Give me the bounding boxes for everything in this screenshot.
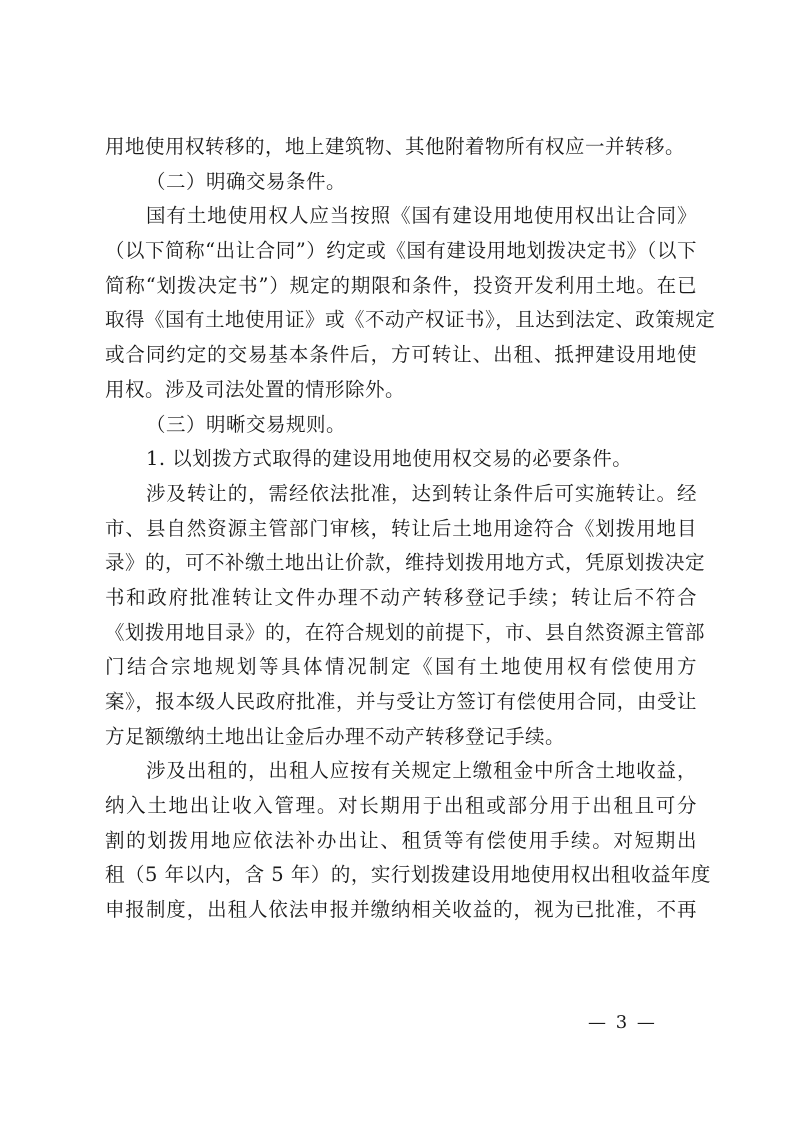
text-line: 用权。涉及司法处置的情形除外。 xyxy=(105,377,406,401)
text-line: 用地使用权转移的，地上建筑物、其他附着物所有权应一并转移。 xyxy=(105,135,686,158)
document-body xyxy=(105,130,716,928)
text-line: 简称“划拨决定书”）规定的期限和条件，投资开发利用土地。在已 xyxy=(105,273,697,297)
text-line: 涉及出租的，出租人应按有关规定上缴租金中所含土地收益， xyxy=(146,759,697,783)
page-number: — 3 — xyxy=(588,1012,657,1033)
text-line: （以下简称“出让合同”）约定或《国有建设用地划拨决定书》（以下 xyxy=(105,239,697,263)
text-line: 国有土地使用权人应当按照《国有建设用地使用权出让合同》 xyxy=(146,204,697,228)
text-line: 书和政府批准转让文件办理不动产转移登记手续；转让后不符合 xyxy=(105,585,697,609)
text-line: 租（5 年以内，含 5 年）的，实行划拨建设用地使用权出租收益年度 xyxy=(105,863,711,887)
text-line: 申报制度，出租人依法申报并缴纳相关收益的，视为已批准，不再 xyxy=(105,898,697,922)
text-line: 方足额缴纳土地出让金后办理不动产转移登记手续。 xyxy=(105,724,566,748)
text-line: 割的划拨用地应依法补办出让、租赁等有偿使用手续。对短期出 xyxy=(105,828,697,852)
text-line: 市、县自然资源主管部门审核，转让后土地用途符合《划拨用地目 xyxy=(105,516,697,540)
text-line: 或合同约定的交易基本条件后，方可转让、出租、抵押建设用地使 xyxy=(105,343,697,367)
section-heading: （二）明确交易条件。 xyxy=(146,169,347,193)
text-line: 涉及转让的，需经依法批准，达到转让条件后可实施转让。经 xyxy=(146,481,697,505)
text-line: 案》，报本级人民政府批准，并与受让方签订有偿使用合同，由受让 xyxy=(105,690,697,713)
text-line: 取得《国有土地使用证》或《不动产权证书》，且达到法定、政策规定 xyxy=(105,308,716,332)
section-heading: （三）明晰交易规则。 xyxy=(146,412,347,436)
text-line: 《划拨用地目录》的，在符合规划的前提下，市、县自然资源主管部 xyxy=(105,620,706,644)
subsection-heading: 1. 以划拨方式取得的建设用地使用权交易的必要条件。 xyxy=(146,447,633,471)
text-line: 录》的，可不补缴土地出让价款，维持划拨用地方式，凭原划拨决定 xyxy=(105,551,706,575)
text-line: 门结合宗地规划等具体情况制定《国有土地使用权有偿使用方 xyxy=(105,655,697,679)
text-line: 纳入土地出让收入管理。对长期用于出租或部分用于出租且可分 xyxy=(105,794,697,818)
